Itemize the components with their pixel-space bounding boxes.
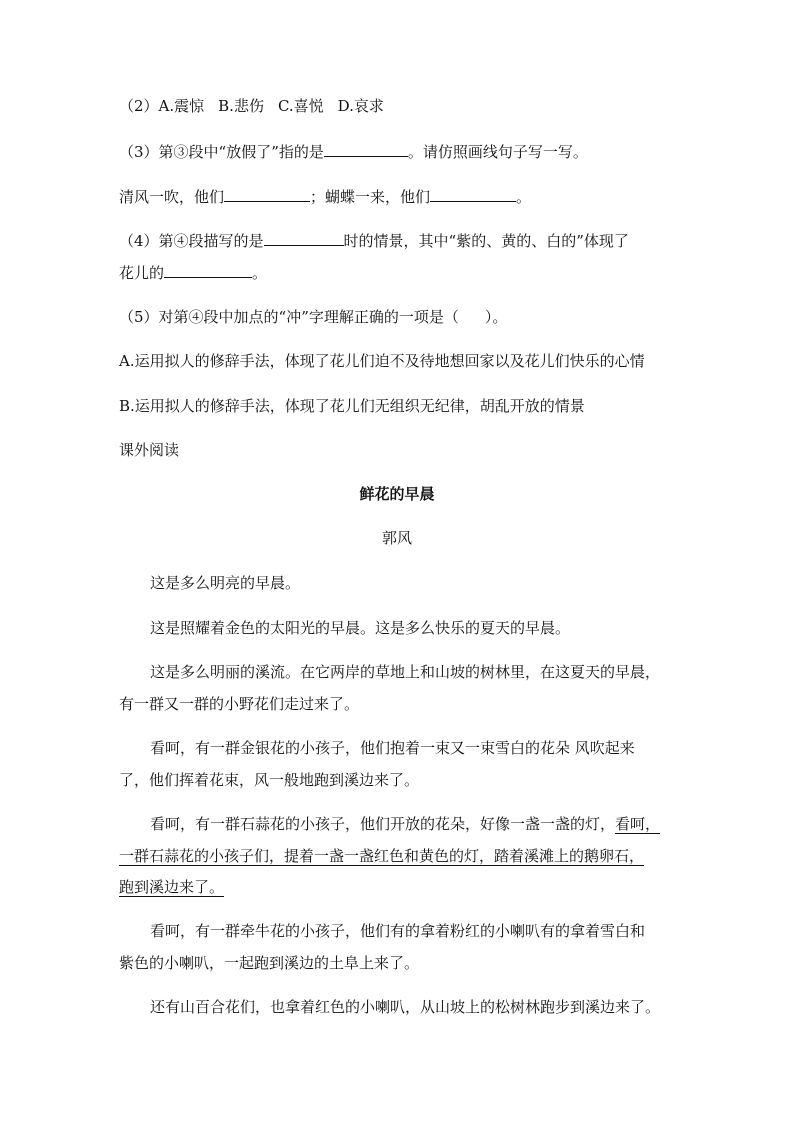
question-5-end: ）。 [484, 308, 508, 326]
imitation-part-1: 清风一吹，他们 [119, 188, 225, 206]
answer-blank[interactable] [430, 187, 516, 202]
question-2 [119, 96, 384, 116]
question-4 [119, 231, 629, 251]
imitation-end: 。 [516, 188, 532, 206]
paragraph-4-line-2: 了，他们挥着花束，风一般地跑到溪边来了。 [119, 771, 420, 789]
answer-blank[interactable] [164, 263, 252, 278]
underlined-sentence-start: 看呵， [615, 815, 661, 833]
question-4-text-cont: 时的情景，其中“紫的、黄的、白的”体现了 [343, 232, 629, 250]
question-4-line2 [119, 263, 267, 283]
question-3-imitation [119, 187, 531, 207]
question-5-option-b: B.运用拟人的修辞手法，体现了花儿们无组织无纪律，胡乱开放的情景 [119, 397, 585, 415]
question-4-line2-text: 花儿的 [119, 264, 165, 282]
paragraph-1: 这是多么明亮的早晨。 [150, 574, 301, 592]
option-c: C.喜悦 [277, 97, 324, 115]
answer-blank[interactable] [264, 231, 344, 246]
imitation-part-2: ；蝴蝶一来，他们 [310, 188, 431, 206]
option-d: D.哀求 [337, 97, 384, 115]
question-3 [119, 142, 588, 162]
answer-blank[interactable] [324, 142, 408, 157]
section-label: 课外阅读 [119, 441, 180, 459]
paragraph-7: 还有山百合花们，也拿着红色的小喇叭，从山坡上的松树林跑步到溪边来了。 [150, 998, 661, 1016]
question-4-text: （4）第④段描写的是 [119, 232, 264, 250]
question-5 [119, 307, 507, 327]
article-author: 郭风 [381, 529, 412, 547]
option-a: A.震惊 [158, 97, 205, 115]
underlined-sentence-line-2: 一群石蒜花的小孩子们，提着一盏一盏红色和黄色的灯，踏着溪滩上的鹅卵石， [119, 847, 645, 865]
question-3-instruction: 。请仿照画线句子写一写。 [407, 143, 588, 161]
question-2-number: （2） [119, 97, 159, 115]
underlined-sentence-line-3: 跑到溪边来了。 [119, 878, 225, 896]
paragraph-4-line-1: 看呵，有一群金银花的小孩子，他们抱着一束又一束雪白的花朵 风吹起来 [150, 739, 635, 757]
option-b: B.悲伤 [218, 97, 264, 115]
article-title: 鲜花的早晨 [359, 485, 435, 503]
paragraph-5-line-1 [150, 814, 660, 834]
question-5-text: （5）对第④段中加点的“冲”字理解正确的一项是（ [119, 308, 459, 326]
question-3-text: （3）第③段中“放假了”指的是 [119, 143, 324, 161]
question-4-line2-end: 。 [252, 264, 268, 282]
paragraph-3-line-2: 有一群又一群的小野花们走过来了。 [119, 695, 360, 713]
paragraph-6-line-1: 看呵，有一群牵牛花的小孩子，他们有的拿着粉红的小喇叭有的拿着雪白和 [150, 922, 646, 940]
paragraph-5-text: 看呵，有一群石蒜花的小孩子，他们开放的花朵，好像一盏一盏的灯， [150, 815, 616, 833]
paragraph-3-line-1: 这是多么明丽的溪流。在它两岸的草地上和山坡的树林里，在这夏天的早晨， [150, 663, 661, 681]
paragraph-2: 这是照耀着金色的太阳光的早晨。这是多么快乐的夏天的早晨。 [150, 619, 571, 637]
paragraph-6-line-2: 紫色的小喇叭，一起跑到溪边的土阜上来了。 [119, 954, 420, 972]
question-5-option-a: A.运用拟人的修辞手法，体现了花儿们迫不及待地想回家以及花儿们快乐的心情 [119, 352, 645, 370]
answer-blank[interactable] [224, 187, 310, 202]
